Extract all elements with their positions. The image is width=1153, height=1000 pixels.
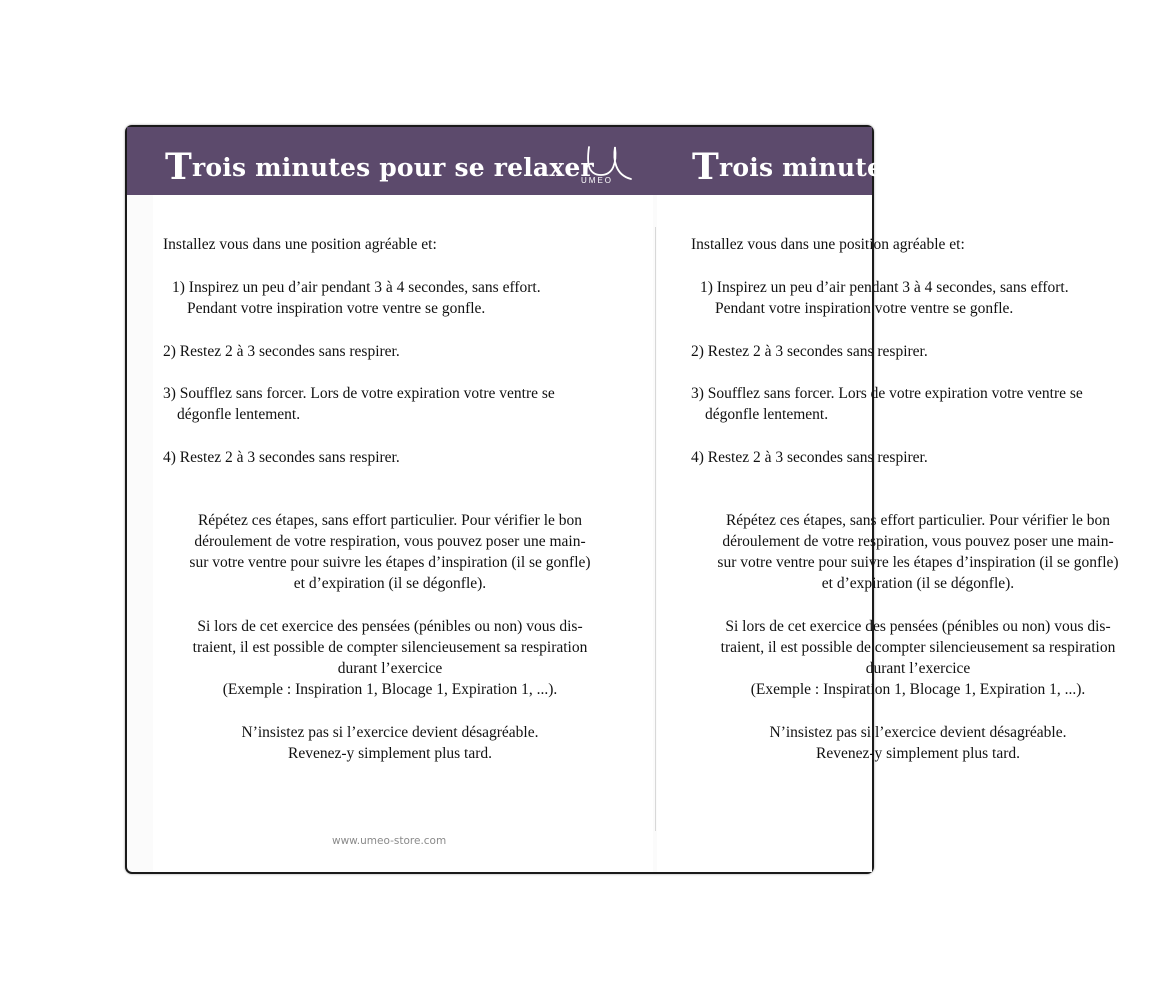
paragraph-line: (Exemple : Inspiration 1, Blocage 1, Expiration 1, ...). (222, 681, 558, 698)
step-2-copy: 2) Restez 2 à 3 secondes sans respirer. (691, 343, 928, 360)
step-3-line-1-copy: 3) Soufflez sans forcer. Lors de votre expiration votre ventre se (691, 385, 1083, 402)
page-title-copy: Trois minutes pour se relaxer (692, 146, 1121, 188)
paragraph-line: Revenez-y simplement plus tard. (287, 745, 493, 762)
paragraph-line: Si lors de cet exercice des pensées (pénibles ou non) vous dis- (725, 618, 1111, 635)
paragraph-line: traient, il est possible de compter silencieusement sa respiration (192, 639, 588, 656)
paragraph-line: N’insistez pas si l’exercice devient désagréable. (769, 724, 1067, 741)
step-1-line-2: Pendant votre inspiration votre ventre se gonfle. (187, 300, 486, 317)
paragraph-line: Répétez ces étapes, sans effort particulier. Pour vérifier le bon (725, 512, 1111, 529)
paragraph-line: déroulement de votre respiration, vous pouvez poser une main- (722, 533, 1114, 550)
header-band (127, 127, 1121, 195)
step-3-line-2-copy: dégonfle lentement. (705, 406, 829, 423)
paragraph-line: sur votre ventre pour suivre les étapes d’inspiration (il se gonfle) (717, 554, 1119, 571)
paragraph-line: (Exemple : Inspiration 1, Blocage 1, Expiration 1, ...). (750, 681, 1086, 698)
paragraph-line: Répétez ces étapes, sans effort particulier. Pour vérifier le bon (197, 512, 583, 529)
paragraph-line: et d’expiration (il se dégonfle). (293, 575, 487, 592)
paragraph-line: Revenez-y simplement plus tard. (815, 745, 1021, 762)
step-3-line-2: dégonfle lentement. (177, 406, 301, 423)
page-divider (655, 227, 656, 831)
paragraph-line: Si lors de cet exercice des pensées (pénibles ou non) vous dis- (197, 618, 583, 635)
paragraph-advice (155, 722, 625, 764)
paragraph-thoughts (155, 616, 625, 700)
website-url: www.umeo-store.com (332, 835, 447, 847)
paragraph-line: traient, il est possible de compter silencieusement sa respiration (720, 639, 1116, 656)
umeo-logo-text: UMEO (581, 176, 613, 185)
step-2: 2) Restez 2 à 3 secondes sans respirer. (163, 343, 400, 360)
paragraph-line: durant l’exercice (865, 660, 971, 677)
page-title (165, 146, 594, 188)
paragraph-line: N’insistez pas si l’exercice devient désagréable. (241, 724, 539, 741)
paragraph-line: et d’expiration (il se dégonfle). (821, 575, 1015, 592)
step-1-line-1-copy: 1) Inspirez un peu d’air pendant 3 à 4 secondes, sans effort. (700, 279, 1069, 296)
step-1-line-1: 1) Inspirez un peu d’air pendant 3 à 4 secondes, sans effort. (172, 279, 541, 296)
title-rest: rois minutes pour se relaxer (192, 153, 594, 182)
paragraph-repeat (155, 510, 625, 594)
step-4-copy: 4) Restez 2 à 3 secondes sans respirer. (691, 449, 928, 466)
paragraph-thoughts-copy (683, 616, 1153, 700)
step-4: 4) Restez 2 à 3 secondes sans respirer. (163, 449, 400, 466)
title-initial: T (165, 146, 192, 188)
intro-text: Installez vous dans une position agréable et: (163, 236, 437, 253)
paragraph-line: durant l’exercice (337, 660, 443, 677)
paragraph-line: sur votre ventre pour suivre les étapes d’inspiration (il se gonfle) (189, 554, 591, 571)
paragraph-line: déroulement de votre respiration, vous pouvez poser une main- (194, 533, 586, 550)
paragraph-repeat-copy (683, 510, 1153, 594)
paragraph-advice-copy (683, 722, 1153, 764)
intro-text-copy: Installez vous dans une position agréable et: (691, 236, 965, 253)
card-frame (125, 125, 1121, 874)
step-1-line-2-copy: Pendant votre inspiration votre ventre se gonfle. (715, 300, 1014, 317)
step-3-line-1: 3) Soufflez sans forcer. Lors de votre expiration votre ventre se (163, 385, 555, 402)
